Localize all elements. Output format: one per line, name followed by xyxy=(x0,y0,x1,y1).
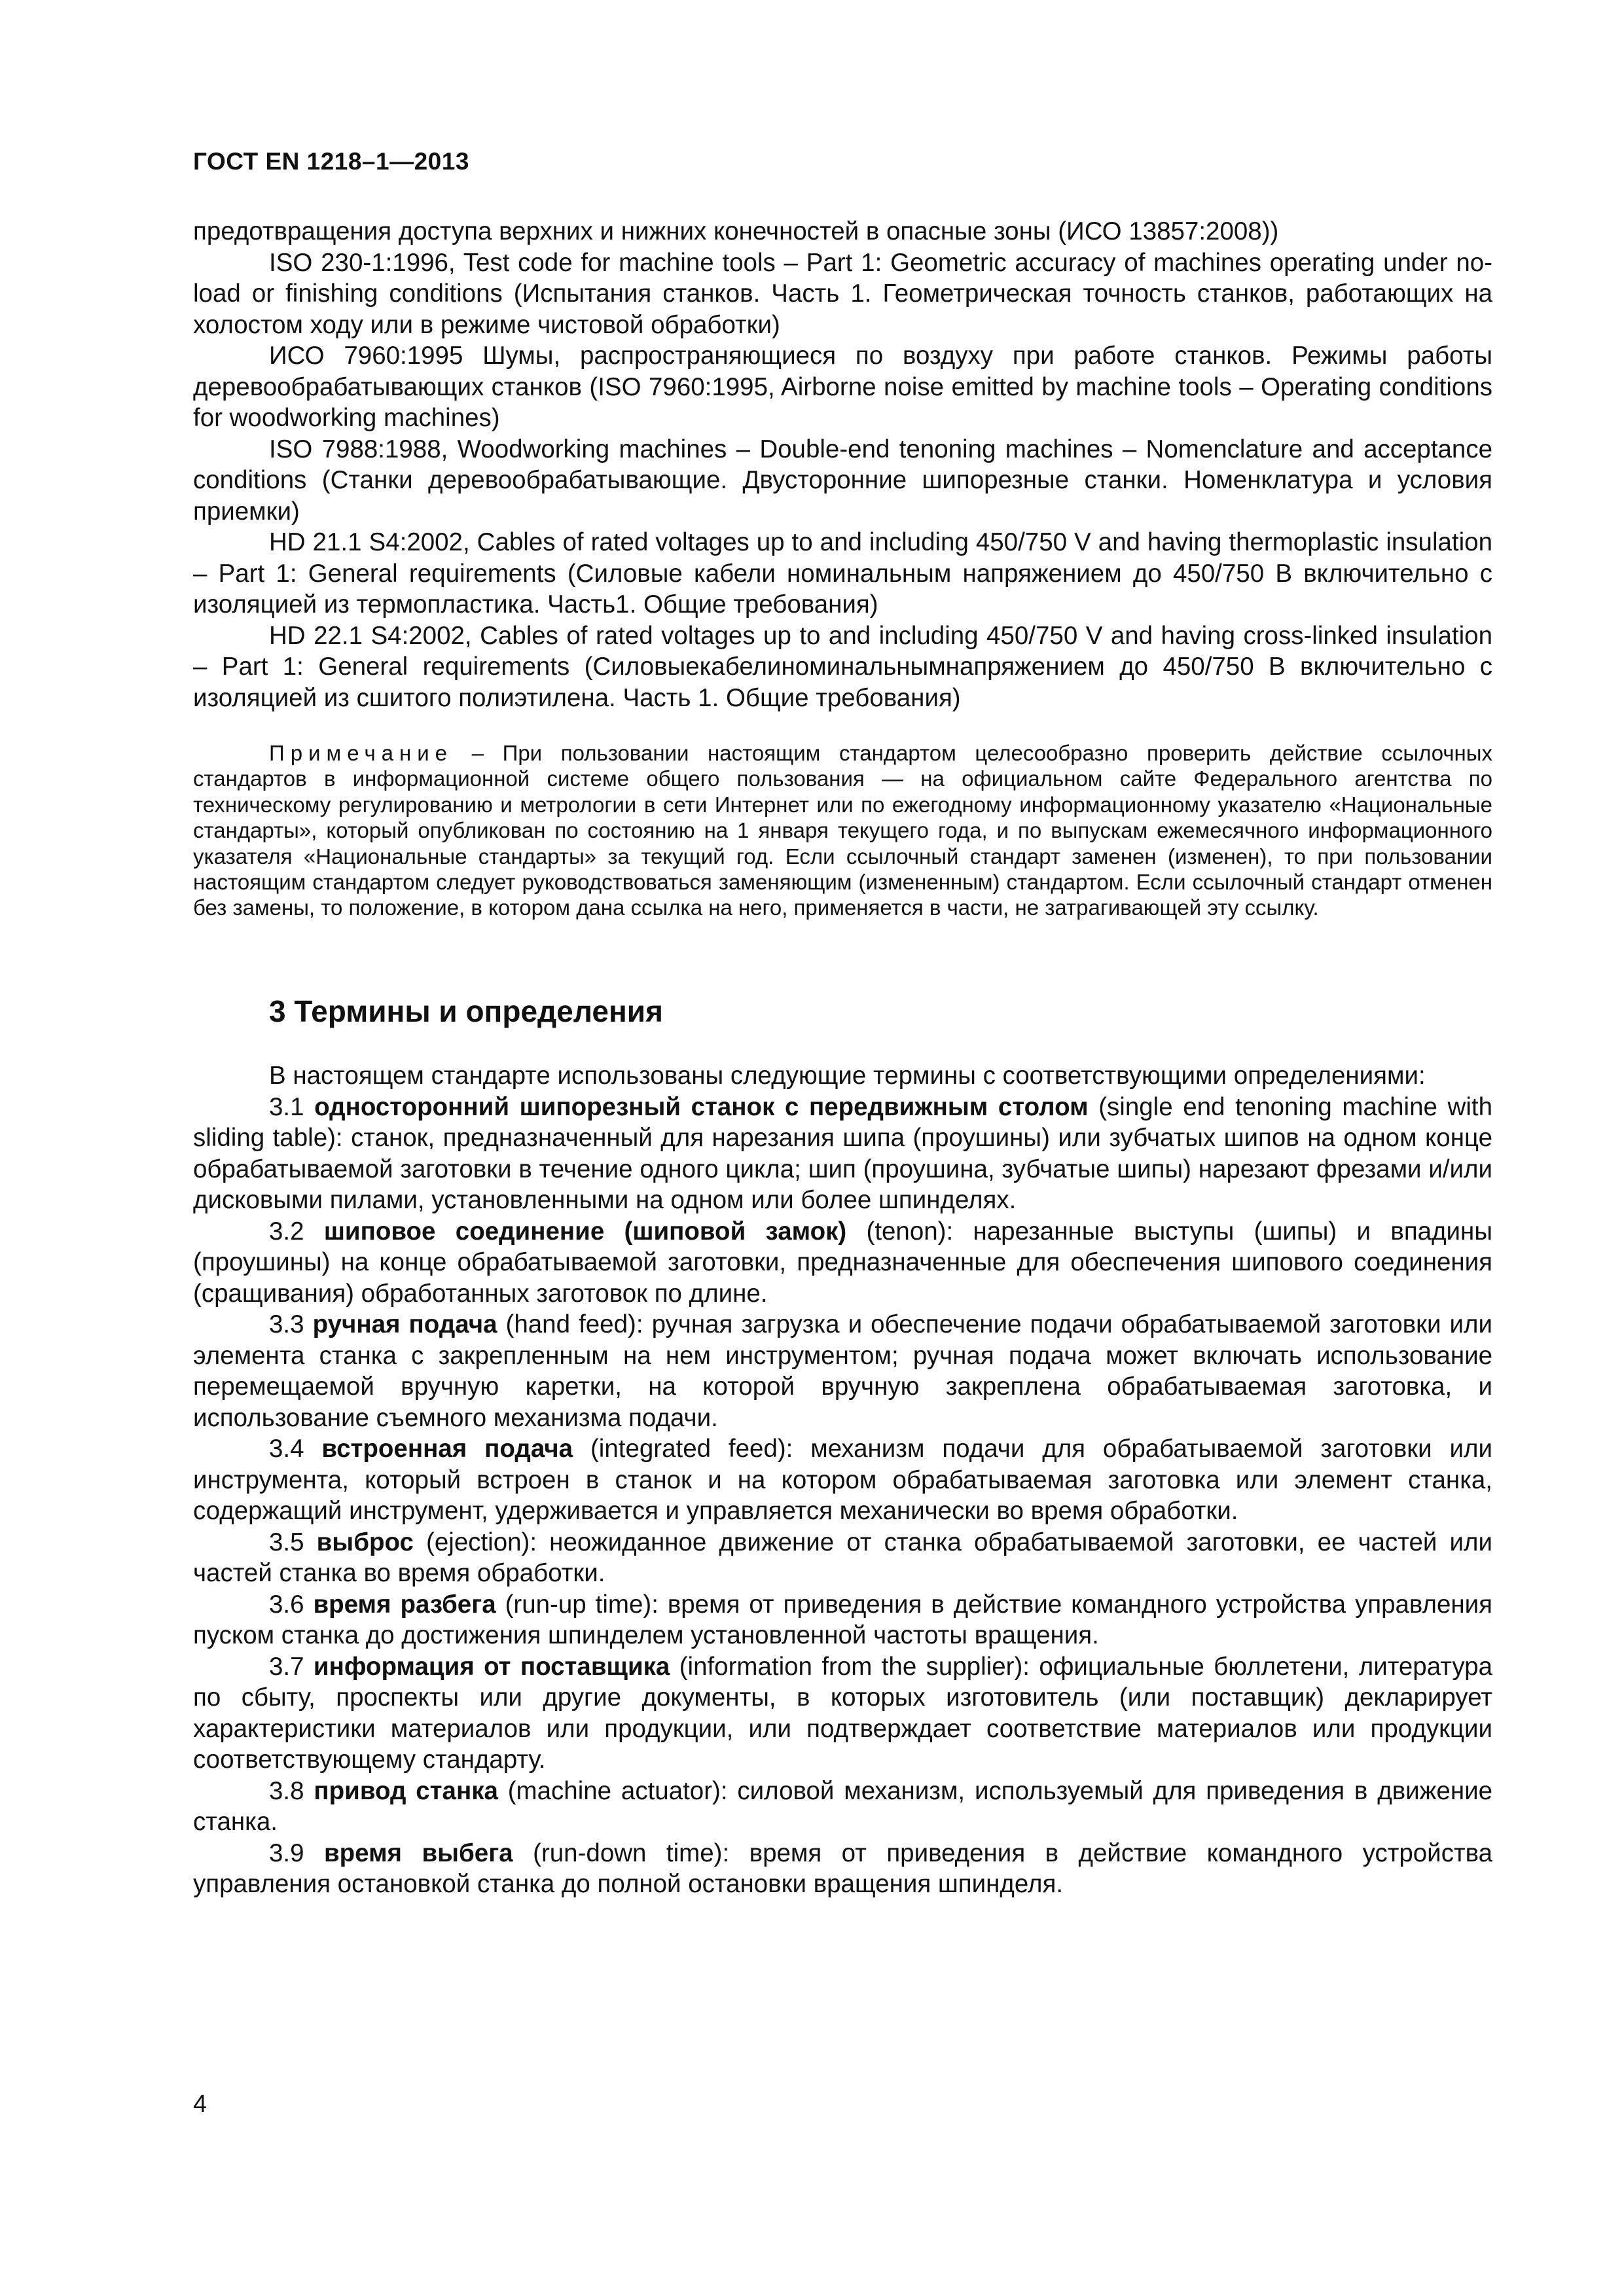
term-3-7 xyxy=(193,1651,1492,1776)
note-text: – При пользовании настоящим стандартом целесообразно проверить действие ссылочных стандартов в информационной системе общего пользования — на официальном сайте Федерального агентства по техническому регулированию и метрологии в сети Интернет или по ежегодному информационному указателю «Национальные стандарты», который опубликован по состоянию на 1 января текущего года, и по выпускам ежемесячного информационного указателя «Национальные стандарты» за текущий год. Если ссылочный стандарт заменен (изменен), то при пользовании настоящим стандартом следует руководствоваться заменяющим (измененным) стандартом. Если ссылочный стандарт отменен без замены, то положение, в котором дана ссылка на него, применяется в части, не затрагивающей эту ссылку. xyxy=(193,741,1492,920)
term-definition: (single end tenoning machine with sliding table): станок, предназначенный для нарезания шипа (проушины) или зубчатых шипов на одном конце обрабатываемой заготовки в течение одного цикла; шип (проушина, зубчатые шипы) нарезают фрезами и/или дисковыми пилами, установленными на одном или более шпинделях. xyxy=(193,1092,1493,1214)
term-number: 3.5 xyxy=(269,1528,317,1556)
term-number: 3.8 xyxy=(269,1776,314,1805)
term-definition: (run-up time): время от приведения в действие командного устройства управления пуском станка до достижения шпинделем установленной частоты вращения. xyxy=(193,1590,1492,1649)
reference-hd-22-1: HD 22.1 S4:2002, Cables of rated voltages up to and including 450/750 V and having cross-linked insulation – Part 1: General requirements (Силовыекабелиноминальнымнапряжением до 450/750 В включительно с изоляцией из сшитого полиэтилена. Часть 1. Общие требования) xyxy=(193,621,1492,712)
term-3-9 xyxy=(193,1838,1492,1900)
reference-iso-7960: ИСО 7960:1995 Шумы, распространяющиеся по воздуху при работе станков. Режимы работы деревообрабатывающих станков (ISO 7960:1995, Airborne noise emitted by machine tools – Operating conditions for woodworking machines) xyxy=(193,342,1492,432)
terms-section xyxy=(193,1060,1492,1900)
term-name: время выбега xyxy=(323,1839,513,1867)
reference-iso-7988: ISO 7988:1988, Woodworking machines – Double-end tenoning machines – Nomenclature and acceptance conditions (Станки деревообрабатывающие. Двусторонние шипорезные станки. Номенклатура и условия приемки) xyxy=(193,435,1492,526)
term-number: 3.3 xyxy=(269,1310,313,1338)
term-3-8 xyxy=(193,1776,1492,1838)
term-number: 3.4 xyxy=(269,1435,322,1463)
term-name: односторонний шипорезный станок с передвижным столом xyxy=(314,1092,1089,1121)
term-name: привод станка xyxy=(314,1776,498,1805)
term-definition: (integrated feed): механизм подачи для обрабатываемой заготовки или инструмента, который встроен в станок и на котором обрабатываемая заготовка или элемент станка, содержащий инструмент, удерживается и управляется механически во время обработки. xyxy=(193,1435,1492,1525)
term-definition: (hand feed): ручная загрузка и обеспечение подачи обрабатываемой заготовки или элемента станка с закрепленным на нем инструментом; ручная подача может включать использование перемещаемой вручную каретки, на которой вручную закреплена обрабатываемая заготовка, и использование съемного механизма подачи. xyxy=(193,1310,1492,1432)
normative-references xyxy=(193,216,1492,713)
term-name: информация от поставщика xyxy=(313,1652,670,1681)
term-3-1 xyxy=(193,1092,1492,1216)
reference-hd-21-1: HD 21.1 S4:2002, Cables of rated voltages up to and including 450/750 V and having thermoplastic insulation – Part 1: General requirements (Силовые кабели номинальным напряжением до 450/750 В включительно с изоляцией из термопластика. Часть1. Общие требования) xyxy=(193,528,1492,619)
term-3-2 xyxy=(193,1216,1492,1310)
term-definition: (tenon): нарезанные выступы (шипы) и впадины (проушины) на конце обрабатываемой заготовки, предназначенные для обеспечения шипового соединения (сращивания) обработанных заготовок по длине. xyxy=(193,1217,1492,1308)
section-title: 3 Термины и определения xyxy=(269,994,663,1028)
term-name: ручная подача xyxy=(312,1310,497,1338)
term-definition: (ejection): неожиданное движение от станка обрабатываемой заготовки, ее частей или частей станка во время обработки. xyxy=(193,1528,1493,1587)
term-number: 3.9 xyxy=(269,1839,324,1867)
term-name: шиповое соединение (шиповой замок) xyxy=(323,1217,847,1246)
note-label: Примечание xyxy=(269,741,454,765)
term-number: 3.2 xyxy=(269,1217,324,1246)
term-3-5 xyxy=(193,1527,1492,1589)
section-intro: В настоящем стандарте использованы следующие термины с соответствующими определениями: xyxy=(269,1062,1426,1090)
term-name: встроенная подача xyxy=(321,1435,573,1463)
reference-continuation: предотвращения доступа верхних и нижних конечностей в опасные зоны (ИСО 13857:2008)) xyxy=(193,217,1279,245)
term-3-4 xyxy=(193,1433,1492,1527)
term-definition: (run-down time): время от приведения в действие командного устройства управления остановкой станка до полной остановки вращения шпинделя. xyxy=(193,1839,1493,1898)
term-name: выброс xyxy=(316,1528,414,1556)
term-definition: (machine actuator): силовой механизм, используемый для приведения в движение станка. xyxy=(193,1776,1492,1836)
term-number: 3.1 xyxy=(269,1092,315,1121)
reference-iso-230: ISO 230-1:1996, Test code for machine tools – Part 1: Geometric accuracy of machines operating under no-load or finishing conditions (Испытания станков. Часть 1. Геометрическая точность станков, работающих на холостом ходу или в режиме чистовой обработки) xyxy=(193,248,1492,339)
term-3-6 xyxy=(193,1589,1492,1651)
term-name: время разбега xyxy=(313,1590,496,1619)
note-block xyxy=(193,740,1492,921)
term-number: 3.6 xyxy=(269,1590,314,1619)
page-number: 4 xyxy=(193,2090,208,2118)
document-header: ГОСТ EN 1218–1—2013 xyxy=(193,148,469,175)
term-number: 3.7 xyxy=(269,1652,314,1681)
term-definition: (information from the supplier): официальные бюллетени, литература по сбыту, проспекты или другие документы, в которых изготовитель (или поставщик) декларирует характеристики материалов или продукции, или подтверждает соответствие материалов или продукции соответствующему стандарту. xyxy=(193,1652,1492,1774)
term-3-3 xyxy=(193,1309,1492,1433)
